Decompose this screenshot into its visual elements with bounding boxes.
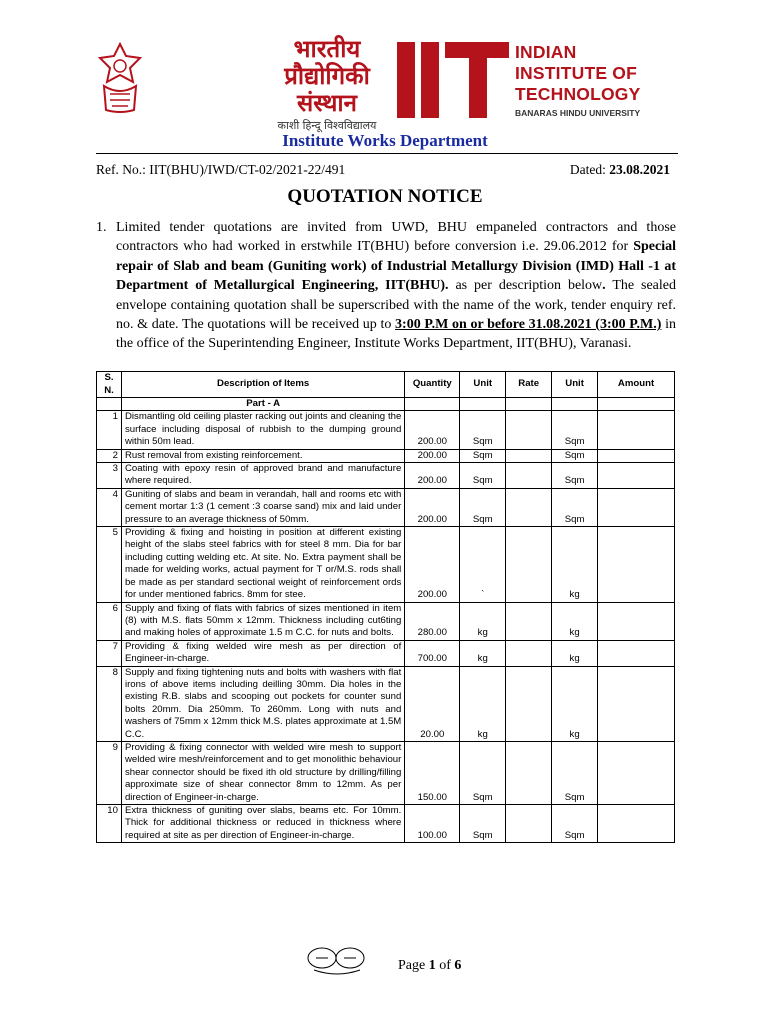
cell-unit-2: kg bbox=[552, 602, 598, 640]
cell-amount bbox=[598, 463, 675, 489]
cell-sn: 6 bbox=[97, 602, 122, 640]
hindi-line-4: काशी हिन्दू विश्वविद्यालय bbox=[277, 119, 377, 132]
cell-unit-2: kg bbox=[552, 666, 598, 741]
cell-quantity: 200.00 bbox=[405, 411, 460, 449]
cell-unit-2: kg bbox=[552, 640, 598, 666]
cell-description: Supply and fixing tightening nuts and bolts with washers with flat irons of above items including deilling 30mm. Dia holes in the existing R.B. slabs and scooping out pockets for counter sund bolts 20mm. Dia 250mm. To 260mm. Long with nuts and washers of 75mm x 12mm thick M.S. plates approximate at 1.5M C.C. bbox=[121, 666, 404, 741]
cell-description: Coating with epoxy resin of approved brand and manufacture where required. bbox=[121, 463, 404, 489]
page-label: Page bbox=[398, 958, 426, 973]
cell-sn: 1 bbox=[97, 411, 122, 449]
cell-description: Providing & fixing and hoisting in position at different existing height of the slabs steel fabrics with for steel 8 mm. Dia for bar including cutting welding etc. At site. No. Extra payment shall be made for welding works, actual payment for T or/M.S. rods shall be made as per standard sectional weight of reinforcement ords for under mentioned fabrics. 8mm for stee. bbox=[121, 527, 404, 602]
header-description: Description of Items bbox=[121, 372, 404, 398]
cell-amount bbox=[598, 805, 675, 843]
cell-sn: 7 bbox=[97, 640, 122, 666]
cell-sn: 3 bbox=[97, 463, 122, 489]
cell-sn: 2 bbox=[97, 449, 122, 462]
cell-unit-2: Sqm bbox=[552, 488, 598, 526]
bhu-emblem-icon bbox=[96, 42, 144, 114]
cell-quantity: 150.00 bbox=[405, 741, 460, 804]
header-unit: Unit bbox=[460, 372, 506, 398]
inst-line-3: TECHNOLOGY bbox=[515, 84, 641, 104]
cell-unit-2: Sqm bbox=[552, 741, 598, 804]
cell-sn: 4 bbox=[97, 488, 122, 526]
cell-amount bbox=[598, 666, 675, 741]
cell-rate bbox=[506, 805, 552, 843]
inst-line-2: INSTITUTE OF bbox=[515, 63, 637, 83]
cell-sn: 8 bbox=[97, 666, 122, 741]
date-line bbox=[570, 162, 670, 178]
cell-description: Providing & fixing connector with welded wire mesh to support welded wire mesh/reinforcement and to get monolithic behaviour shear connector should be fixed ith old structure by drilling/filling approximate size of shear connector 8mm to 12mm. As per direction of Engineer-in-charge. bbox=[121, 741, 404, 804]
cell-unit: Sqm bbox=[460, 488, 506, 526]
table-row bbox=[97, 488, 675, 526]
table-row bbox=[97, 449, 675, 462]
cell-sn: 10 bbox=[97, 805, 122, 843]
paragraph-number: 1. bbox=[96, 220, 107, 235]
hindi-line-2: प्रौद्योगिकी bbox=[284, 62, 370, 90]
inst-line-4: BANARAS HINDU UNIVERSITY bbox=[515, 108, 641, 118]
header-quantity: Quantity bbox=[405, 372, 460, 398]
items-table bbox=[96, 371, 675, 843]
cell-amount bbox=[598, 640, 675, 666]
cell-quantity: 700.00 bbox=[405, 640, 460, 666]
cell-description: Supply and fixing of flats with fabrics of sizes mentioned in item (8) with M.S. flats 50mm x 12mm. Thickness including cut6ting and making holes of approximate 1.5 m C.C. for nuts and bolts. bbox=[121, 602, 404, 640]
cell-unit: Sqm bbox=[460, 741, 506, 804]
cell-unit: kg bbox=[460, 666, 506, 741]
page-total: 6 bbox=[454, 958, 462, 973]
cell-description: Providing & fixing welded wire mesh as per direction of Engineer-in-charge. bbox=[121, 640, 404, 666]
part-label: Part - A bbox=[121, 398, 404, 411]
cell-quantity: 20.00 bbox=[405, 666, 460, 741]
cell-rate bbox=[506, 463, 552, 489]
footer-seal-icon bbox=[306, 944, 368, 976]
table-row bbox=[97, 640, 675, 666]
table-row bbox=[97, 463, 675, 489]
cell-rate bbox=[506, 640, 552, 666]
cell-rate bbox=[506, 488, 552, 526]
para-text-1: Limited tender quotations are invited from UWD, BHU empaneled contractors and those contractors who had worked in erstwhile IT(BHU) before conversion i.e. 29.06.2012 for bbox=[116, 220, 676, 255]
cell-unit: kg bbox=[460, 602, 506, 640]
cell-amount bbox=[598, 602, 675, 640]
cell-rate bbox=[506, 527, 552, 602]
cell-description: Guniting of slabs and beam in verandah, hall and rooms etc with cement mortar 1:3 (1 cement :3 coarse sand) mix and laid under pressure to an average thickness of 50mm. bbox=[121, 488, 404, 526]
cell-rate bbox=[506, 741, 552, 804]
notice-paragraph bbox=[96, 218, 676, 354]
hindi-line-1: भारतीय bbox=[293, 35, 361, 63]
cell-unit-2: Sqm bbox=[552, 449, 598, 462]
cell-unit: Sqm bbox=[460, 463, 506, 489]
para-bold-period: . bbox=[602, 278, 606, 294]
table-header-row bbox=[97, 372, 675, 398]
cell-rate bbox=[506, 449, 552, 462]
table-row bbox=[97, 411, 675, 449]
cell-quantity: 200.00 bbox=[405, 488, 460, 526]
page-number bbox=[398, 958, 461, 974]
table-row bbox=[97, 527, 675, 602]
cell-unit: Sqm bbox=[460, 411, 506, 449]
institute-name-english bbox=[515, 42, 640, 119]
cell-amount bbox=[598, 449, 675, 462]
cell-sn: 5 bbox=[97, 527, 122, 602]
cell-description: Rust removal from existing reinforcement. bbox=[121, 449, 404, 462]
table-row bbox=[97, 741, 675, 804]
header-divider bbox=[96, 153, 678, 154]
cell-description: Dismantling old ceiling plaster racking out joints and cleaning the surface including disposal of rubbish to the dumping ground within 50m lead. bbox=[121, 411, 404, 449]
table-row bbox=[97, 602, 675, 640]
header-amount: Amount bbox=[598, 372, 675, 398]
header-unit-2: Unit bbox=[552, 372, 598, 398]
table-row bbox=[97, 666, 675, 741]
part-row bbox=[97, 398, 675, 411]
para-text-3: The sealed envelope containing quotation shall be superscribed with the name of the work, tender enquiry ref. no. & date. The quotations will be received up to bbox=[116, 278, 676, 333]
cell-rate bbox=[506, 666, 552, 741]
iit-logo-icon bbox=[397, 42, 509, 118]
hindi-line-3: संस्थान bbox=[297, 89, 357, 117]
dated-label: Dated: bbox=[569, 162, 606, 177]
cell-quantity: 280.00 bbox=[405, 602, 460, 640]
cell-description: Extra thickness of guniting over slabs, beams etc. For 10mm. Thick for additional thickness or reduced in thickness where required at site as per direction of Engineer-in-charge. bbox=[121, 805, 404, 843]
cell-unit-2: Sqm bbox=[552, 463, 598, 489]
deadline: 3:00 P.M on or before 31.08.2021 (3:00 P.M.) bbox=[395, 317, 662, 333]
cell-quantity: 200.00 bbox=[405, 527, 460, 602]
notice-title: QUOTATION NOTICE bbox=[287, 186, 483, 207]
para-text-2: as per description below bbox=[448, 278, 603, 294]
page-current: 1 bbox=[428, 958, 436, 973]
cell-amount bbox=[598, 411, 675, 449]
cell-quantity: 200.00 bbox=[405, 449, 460, 462]
cell-unit: ` bbox=[460, 527, 506, 602]
cell-unit-2: Sqm bbox=[552, 805, 598, 843]
header-sn: S. N. bbox=[97, 372, 122, 398]
cell-sn: 9 bbox=[97, 741, 122, 804]
cell-rate bbox=[506, 411, 552, 449]
header-rate: Rate bbox=[506, 372, 552, 398]
dated-value: 23.08.2021 bbox=[609, 162, 670, 177]
cell-unit-2: kg bbox=[552, 527, 598, 602]
department-title: Institute Works Department bbox=[282, 131, 488, 150]
cell-amount bbox=[598, 741, 675, 804]
reference-number: Ref. No.: IIT(BHU)/IWD/CT-02/2021-22/491 bbox=[96, 162, 346, 177]
cell-amount bbox=[598, 527, 675, 602]
cell-amount bbox=[598, 488, 675, 526]
cell-unit-2: Sqm bbox=[552, 411, 598, 449]
inst-line-1: INDIAN bbox=[515, 42, 577, 62]
paragraph-text bbox=[116, 218, 676, 354]
cell-unit: Sqm bbox=[460, 805, 506, 843]
hindi-institute-name bbox=[262, 36, 392, 133]
cell-quantity: 100.00 bbox=[405, 805, 460, 843]
cell-unit: Sqm bbox=[460, 449, 506, 462]
page-of: of bbox=[439, 958, 451, 973]
para-text-4: in the office of the Superintending Engineer, Institute Works Department, IIT(BHU), Varanasi. bbox=[116, 317, 676, 352]
cell-unit: kg bbox=[460, 640, 506, 666]
cell-rate bbox=[506, 602, 552, 640]
cell-quantity: 200.00 bbox=[405, 463, 460, 489]
table-row bbox=[97, 805, 675, 843]
work-name: Special repair of Slab and beam (Guniting work) of Industrial Metallurgy Division (IMD) Hall -1 at Department of Metallurgical Engineering, IIT(BHU). bbox=[116, 239, 676, 294]
